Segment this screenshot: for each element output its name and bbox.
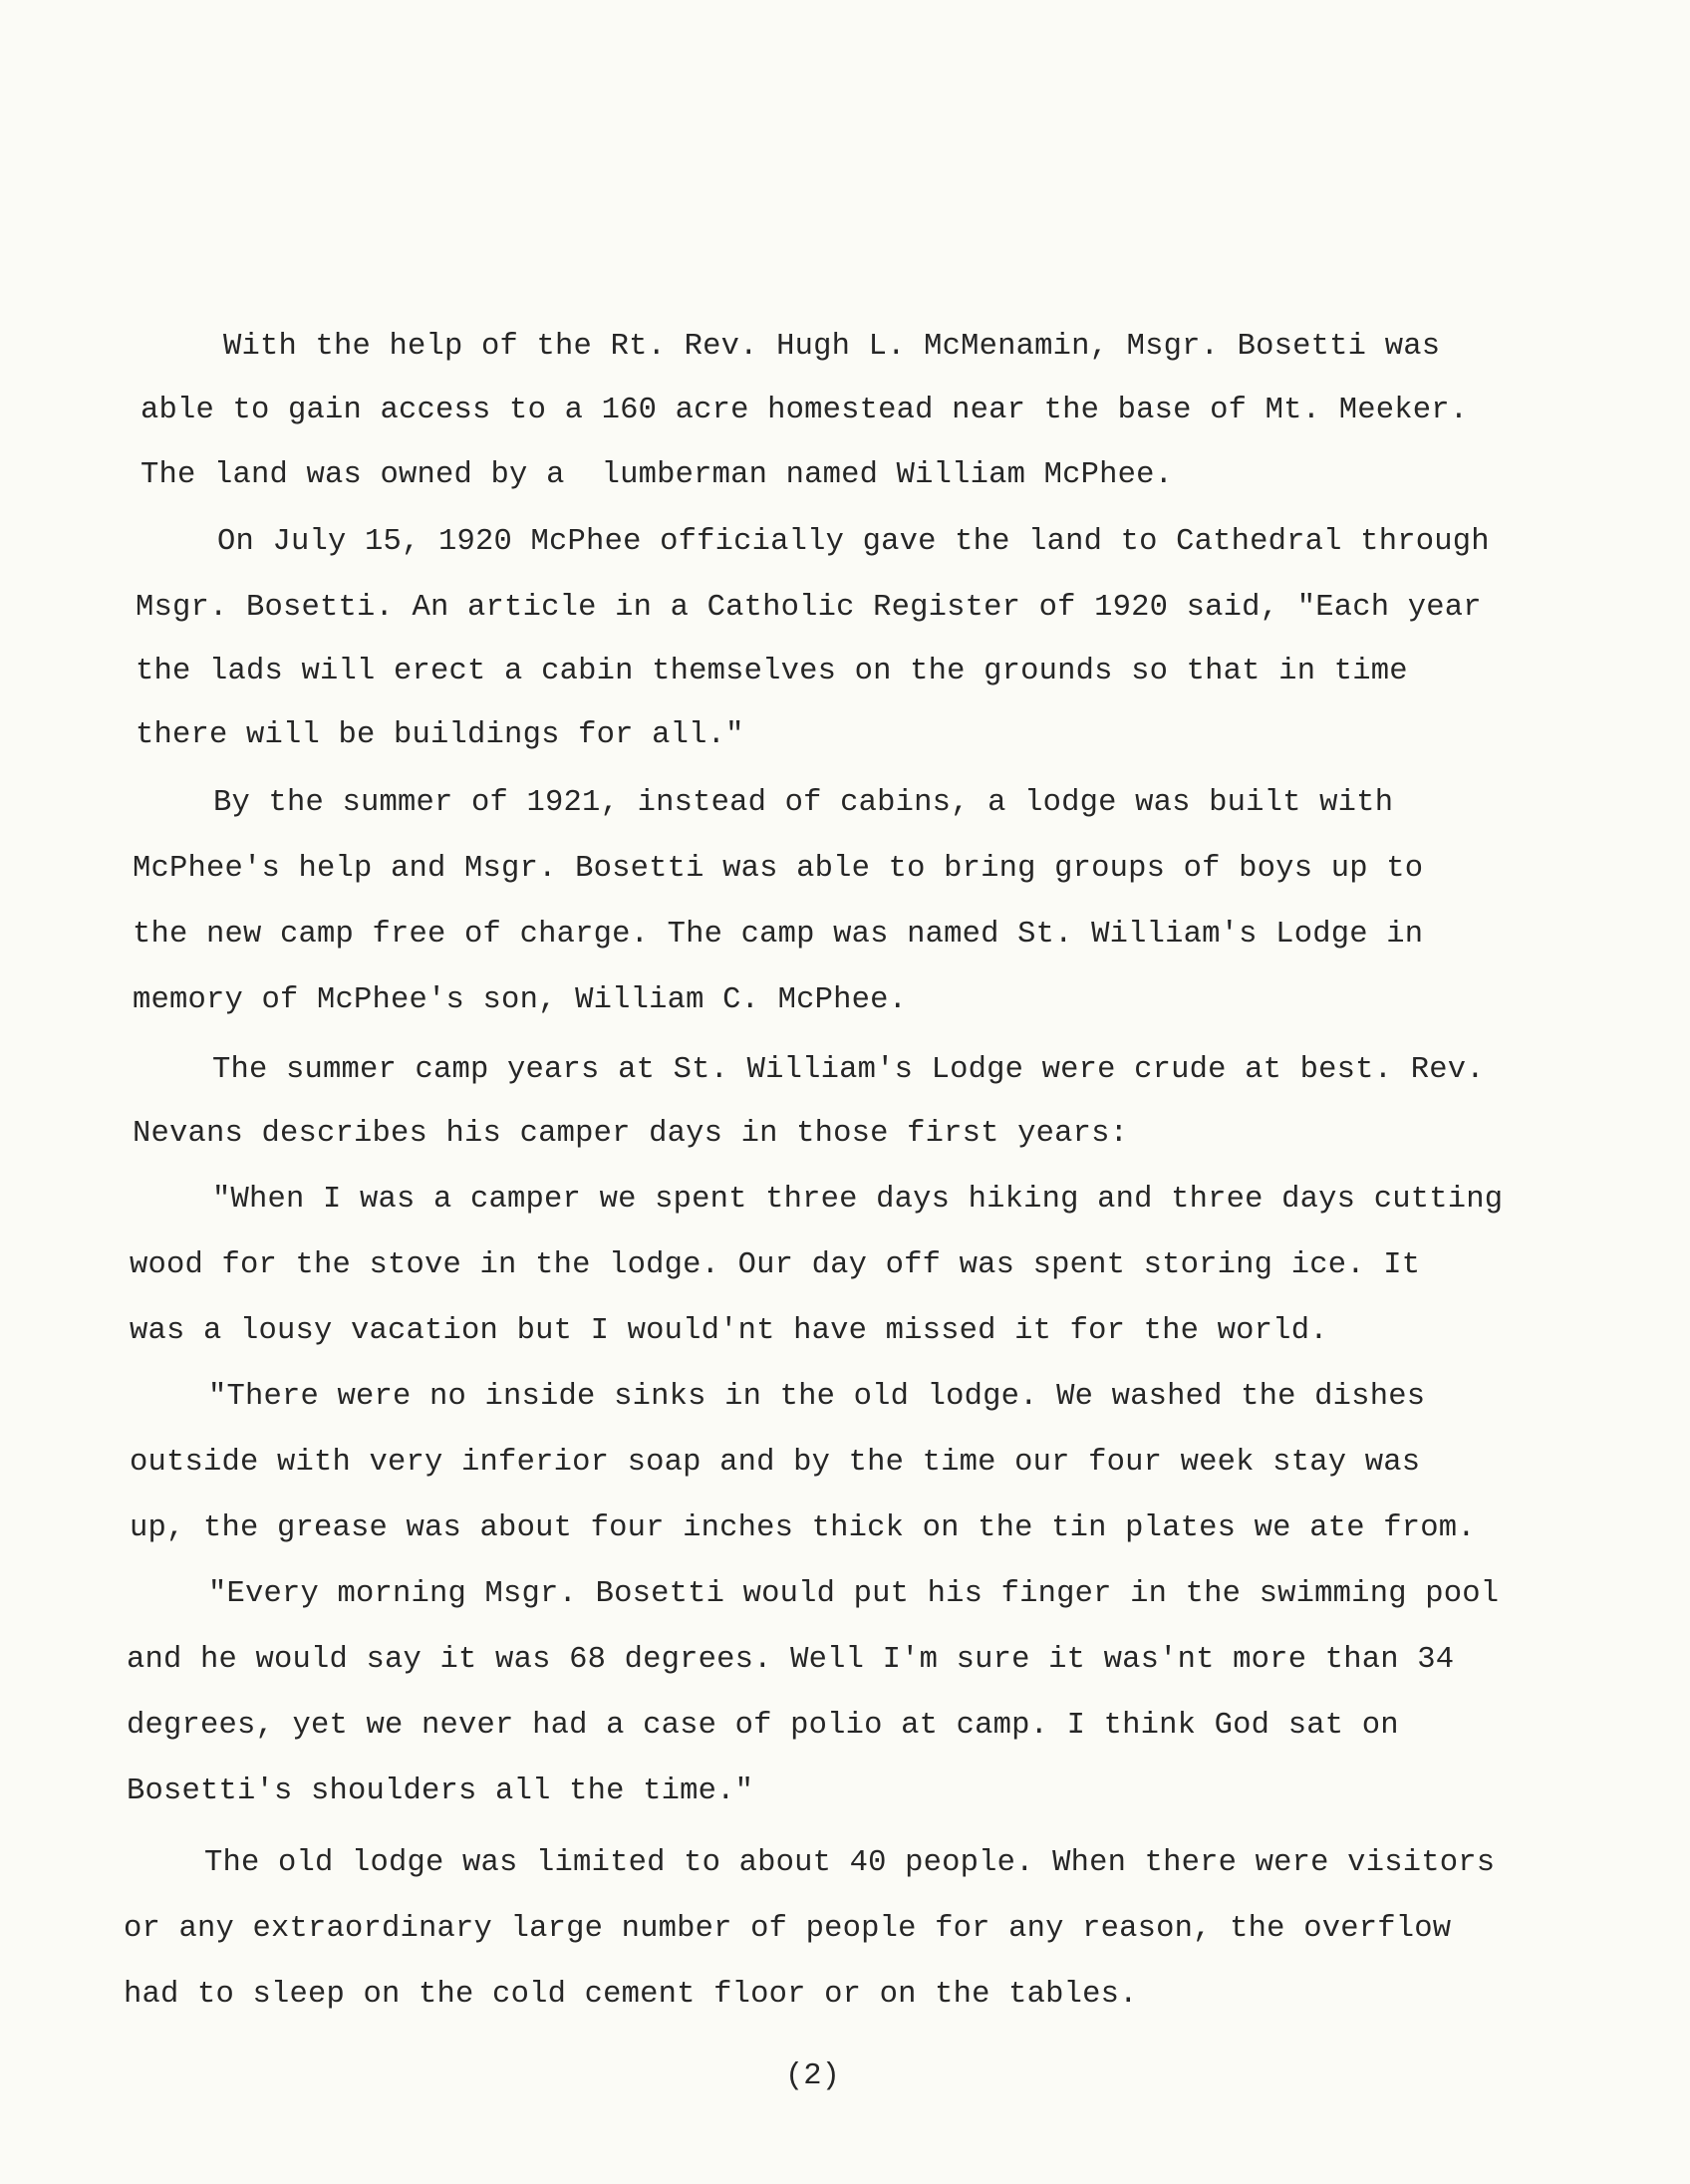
- text-line: there will be buildings for all.": [136, 718, 744, 752]
- text-line: was a lousy vacation but I would'nt have missed it for the world.: [130, 1314, 1328, 1348]
- text-line: able to gain access to a 160 acre homestead near the base of Mt. Meeker.: [141, 394, 1469, 427]
- text-line: The land was owned by a lumberman named William McPhee.: [141, 458, 1174, 492]
- text-line: Nevans describes his camper days in those first years:: [133, 1117, 1129, 1151]
- text-line: On July 15, 1920 McPhee officially gave the land to Cathedral through: [217, 525, 1490, 559]
- text-line: up, the grease was about four inches thick on the tin plates we ate from.: [130, 1511, 1476, 1545]
- text-line: "When I was a camper we spent three days hiking and three days cutting: [212, 1183, 1504, 1217]
- text-line: wood for the stove in the lodge. Our day off was spent storing ice. It: [130, 1248, 1421, 1282]
- text-line: By the summer of 1921, instead of cabins, a lodge was built with: [213, 786, 1394, 820]
- text-line: the new camp free of charge. The camp was named St. William's Lodge in: [133, 918, 1424, 952]
- text-line: and he would say it was 68 degrees. Well I'm sure it was'nt more than 34: [127, 1643, 1455, 1677]
- text-line: Bosetti's shoulders all the time.": [127, 1774, 754, 1808]
- text-line: McPhee's help and Msgr. Bosetti was able to bring groups of boys up to: [133, 852, 1424, 886]
- text-line: The old lodge was limited to about 40 people. When there were visitors: [204, 1846, 1496, 1880]
- text-line: outside with very inferior soap and by the time our four week stay was: [130, 1446, 1421, 1480]
- text-line: Msgr. Bosetti. An article in a Catholic Register of 1920 said, "Each year: [136, 591, 1482, 625]
- page-number: (2): [785, 2059, 840, 2093]
- text-line: "Every morning Msgr. Bosetti would put his finger in the swimming pool: [208, 1577, 1500, 1611]
- text-line: memory of McPhee's son, William C. McPhee.: [133, 983, 908, 1017]
- text-line: the lads will erect a cabin themselves on the grounds so that in time: [136, 655, 1408, 688]
- text-line: The summer camp years at St. William's Lodge were crude at best. Rev.: [212, 1053, 1485, 1087]
- text-line: "There were no inside sinks in the old lodge. We washed the dishes: [208, 1380, 1426, 1414]
- text-line: had to sleep on the cold cement floor or on the tables.: [124, 1978, 1138, 2012]
- text-line: With the help of the Rt. Rev. Hugh L. McMenamin, Msgr. Bosetti was: [223, 330, 1441, 364]
- text-line: or any extraordinary large number of people for any reason, the overflow: [124, 1912, 1452, 1946]
- text-line: degrees, yet we never had a case of polio at camp. I think God sat on: [127, 1709, 1399, 1743]
